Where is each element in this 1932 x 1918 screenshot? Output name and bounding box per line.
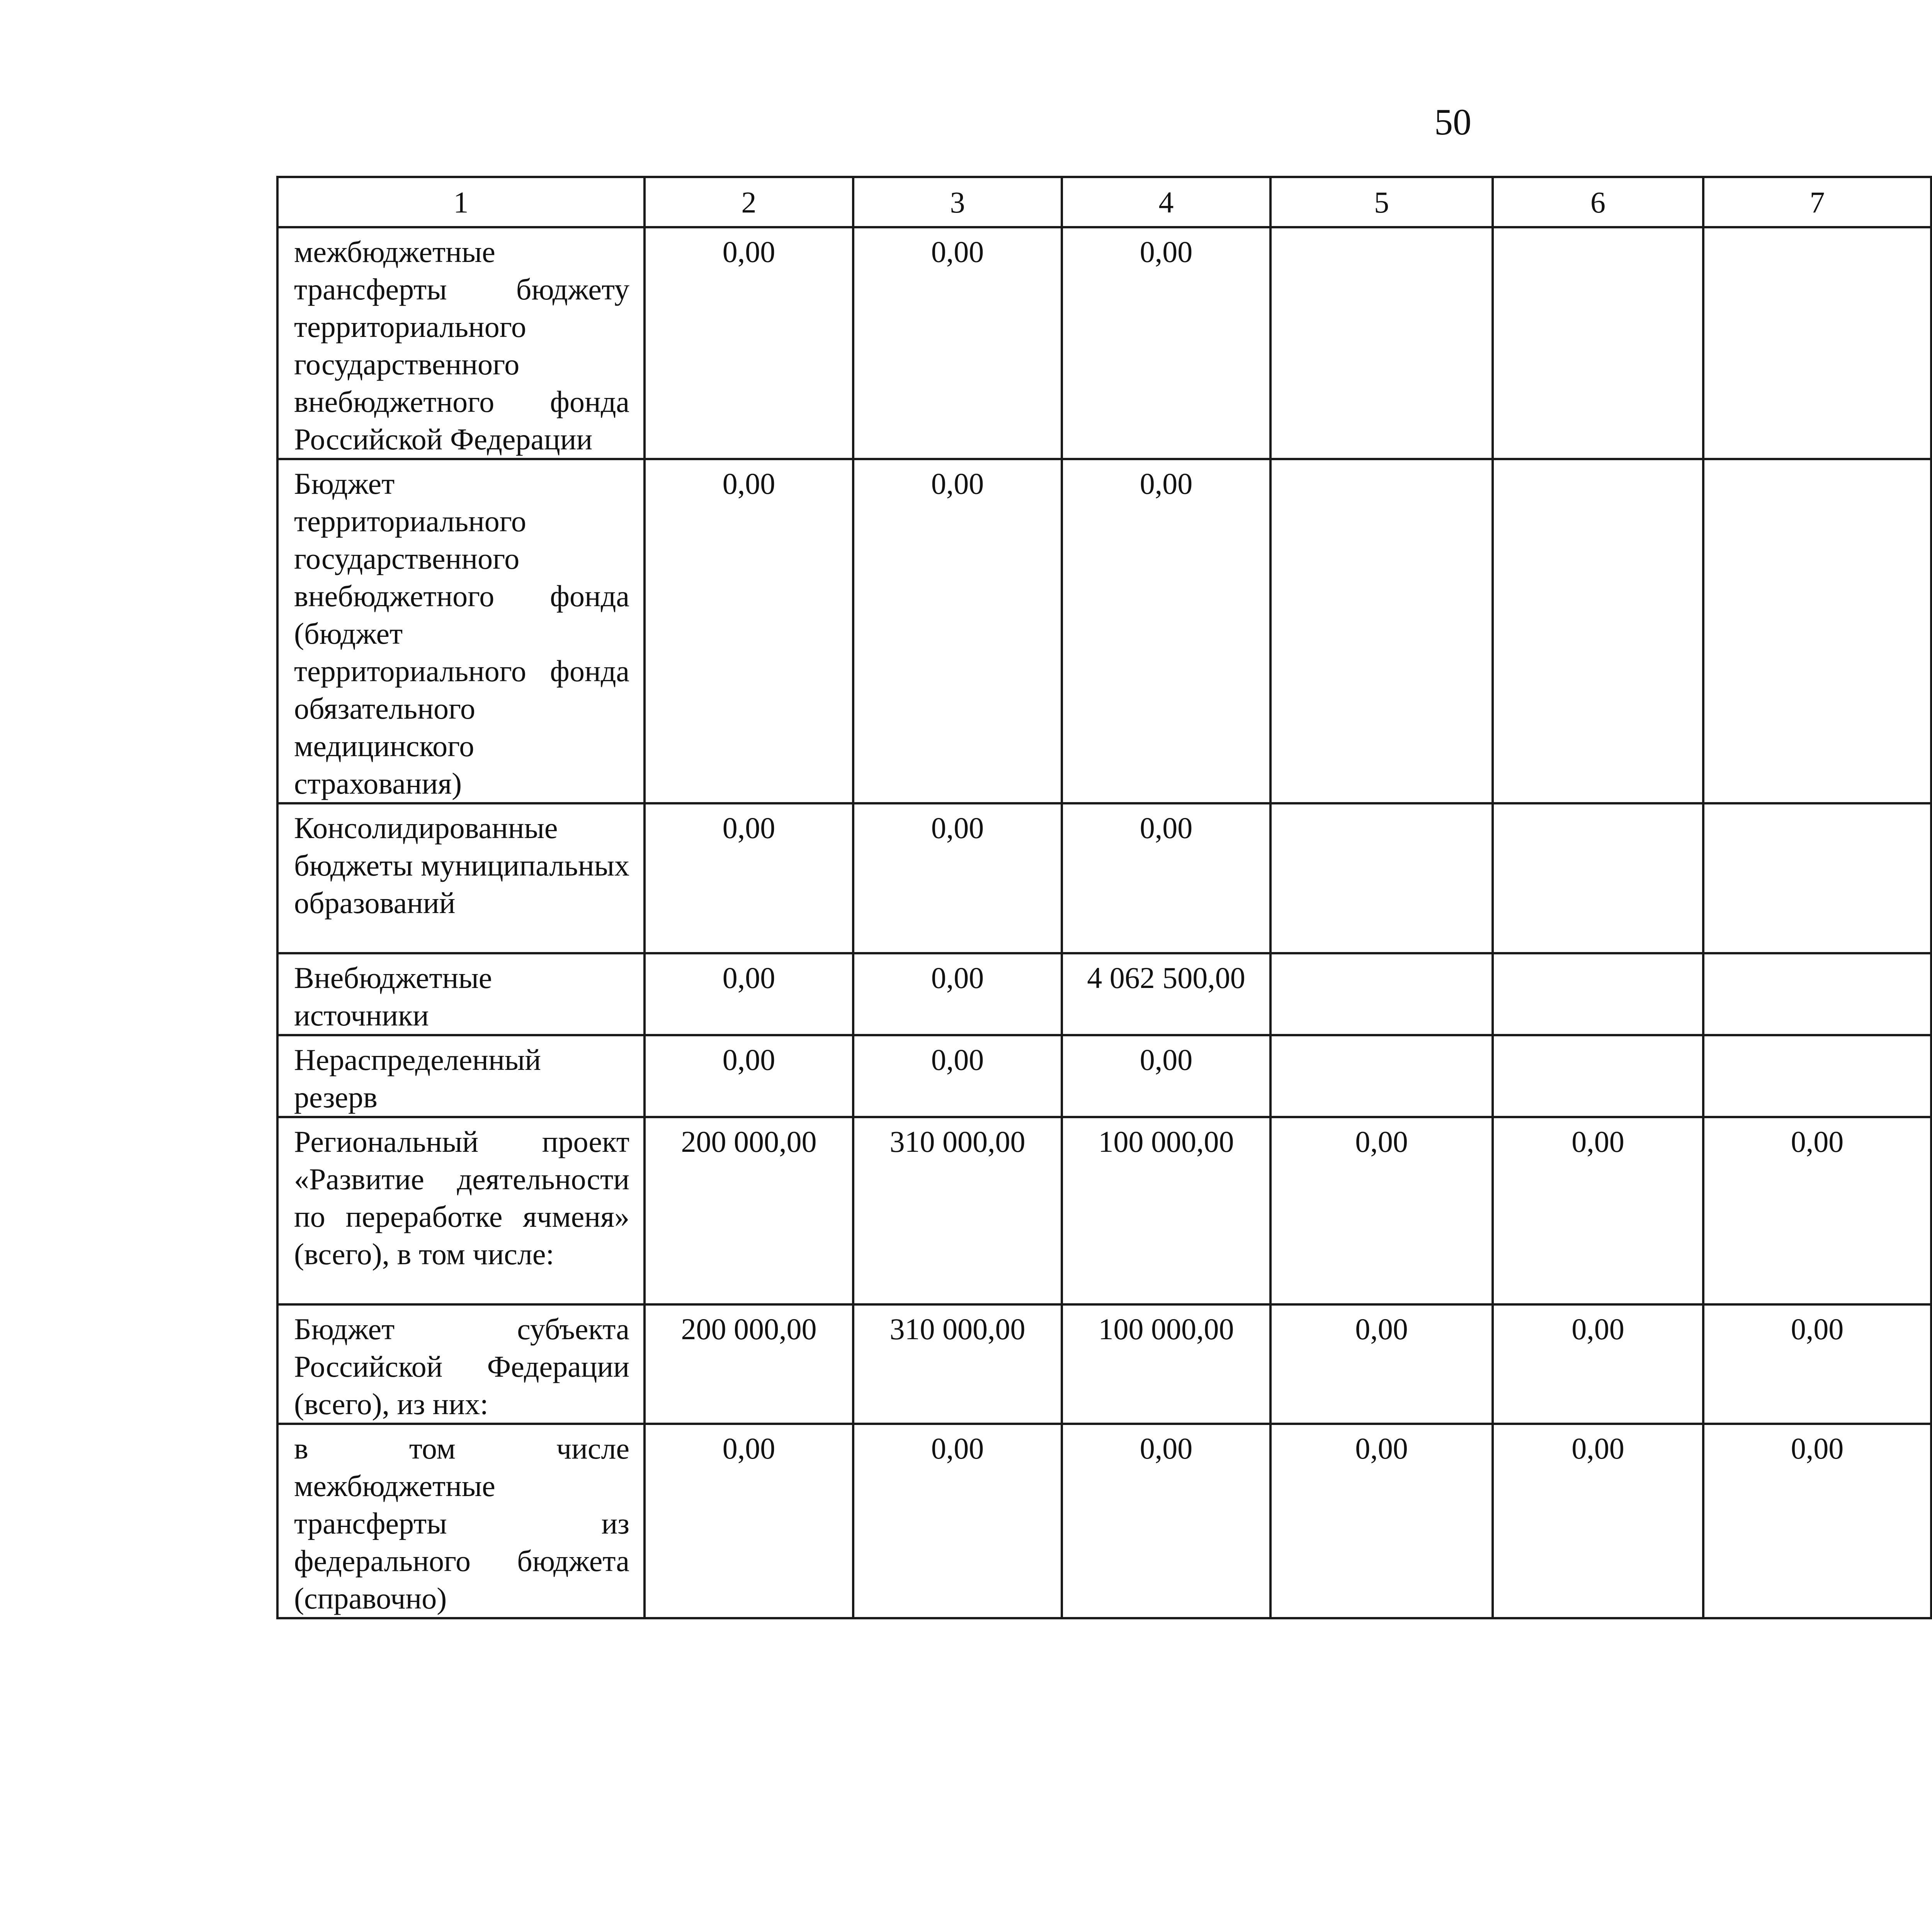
table-cell xyxy=(1493,459,1703,803)
table-cell: 0,00 xyxy=(1062,459,1270,803)
table-row xyxy=(277,953,1932,1035)
table-cell: 0,00 xyxy=(1703,1117,1931,1304)
row-label: Внебюджетные источники xyxy=(277,953,645,1035)
column-header: 2 xyxy=(645,177,853,227)
table-cell: 0,00 xyxy=(1270,1117,1493,1304)
table-row xyxy=(277,1424,1932,1618)
table-row xyxy=(277,227,1932,459)
table-cell: 200 000,00 xyxy=(645,1117,853,1304)
table-cell xyxy=(1703,1035,1931,1117)
table-cell: 0,00 xyxy=(1062,1035,1270,1117)
table-cell: 0,00 xyxy=(1703,1304,1931,1424)
table-cell: 0,00 xyxy=(1703,1424,1931,1618)
table-cell xyxy=(1493,953,1703,1035)
table-cell xyxy=(1270,1035,1493,1117)
table-cell: 0,00 xyxy=(1062,227,1270,459)
row-label: Нераспределенный резерв xyxy=(277,1035,645,1117)
table-cell: 0,00 xyxy=(853,953,1062,1035)
table-cell: 100 000,00 xyxy=(1062,1117,1270,1304)
column-header: 1 xyxy=(277,177,645,227)
column-header: 6 xyxy=(1493,177,1703,227)
table-row xyxy=(277,1304,1932,1424)
table-cell: 200 000,00 xyxy=(645,1304,853,1424)
table-cell: 0,00 xyxy=(645,803,853,953)
page-number: 50 xyxy=(1434,101,1471,143)
column-header: 3 xyxy=(853,177,1062,227)
table-cell xyxy=(1493,1035,1703,1117)
row-label: межбюджетные трансферты бюджету территориального государственного внебюджетного фонда Российской Федерации xyxy=(277,227,645,459)
column-header: 5 xyxy=(1270,177,1493,227)
table-cell: 0,00 xyxy=(1493,1304,1703,1424)
table-cell xyxy=(1270,803,1493,953)
table-cell: 0,00 xyxy=(853,1424,1062,1618)
table-cell: 310 000,00 xyxy=(853,1304,1062,1424)
table-cell xyxy=(1270,953,1493,1035)
table-cell xyxy=(1703,459,1931,803)
table-cell xyxy=(1493,803,1703,953)
table-cell: 0,00 xyxy=(1493,1424,1703,1618)
table-cell xyxy=(1703,227,1931,459)
column-header: 7 xyxy=(1703,177,1931,227)
table-cell xyxy=(1703,953,1931,1035)
column-header-row xyxy=(277,177,1932,227)
table-cell xyxy=(1270,459,1493,803)
table-row xyxy=(277,459,1932,803)
table-cell: 0,00 xyxy=(645,227,853,459)
row-label: Консолидированные бюджеты муниципальных образований xyxy=(277,803,645,953)
table-cell: 0,00 xyxy=(645,1424,853,1618)
row-label: Региональный проект «Развитие деятельности по переработке ячменя» (всего), в том числе: xyxy=(277,1117,645,1304)
table-cell: 0,00 xyxy=(1493,1117,1703,1304)
table-cell xyxy=(1270,227,1493,459)
table-cell: 0,00 xyxy=(1270,1424,1493,1618)
table-cell: 0,00 xyxy=(853,803,1062,953)
table-cell: 0,00 xyxy=(1062,1424,1270,1618)
row-label: Бюджет территориального государственного внебюджетного фонда (бюджет территориального фонда обязательного медицинского страхования) xyxy=(277,459,645,803)
table-row xyxy=(277,1117,1932,1304)
table-cell: 0,00 xyxy=(645,953,853,1035)
budget-table xyxy=(276,176,1932,1619)
table-cell: 0,00 xyxy=(1062,803,1270,953)
table-row xyxy=(277,1035,1932,1117)
table-cell: 0,00 xyxy=(645,1035,853,1117)
column-header: 4 xyxy=(1062,177,1270,227)
table-cell: 100 000,00 xyxy=(1062,1304,1270,1424)
table-cell: 0,00 xyxy=(853,227,1062,459)
table-cell: 0,00 xyxy=(1270,1304,1493,1424)
table-cell xyxy=(1703,803,1931,953)
row-label: Бюджет субъекта Российской Федерации (всего), из них: xyxy=(277,1304,645,1424)
row-label: в том числе межбюджетные трансферты из федерального бюджета (справочно) xyxy=(277,1424,645,1618)
table-cell: 0,00 xyxy=(853,459,1062,803)
table-cell: 0,00 xyxy=(645,459,853,803)
table-cell: 4 062 500,00 xyxy=(1062,953,1270,1035)
table-cell: 0,00 xyxy=(853,1035,1062,1117)
table-cell xyxy=(1493,227,1703,459)
table-row xyxy=(277,803,1932,953)
table-cell: 310 000,00 xyxy=(853,1117,1062,1304)
